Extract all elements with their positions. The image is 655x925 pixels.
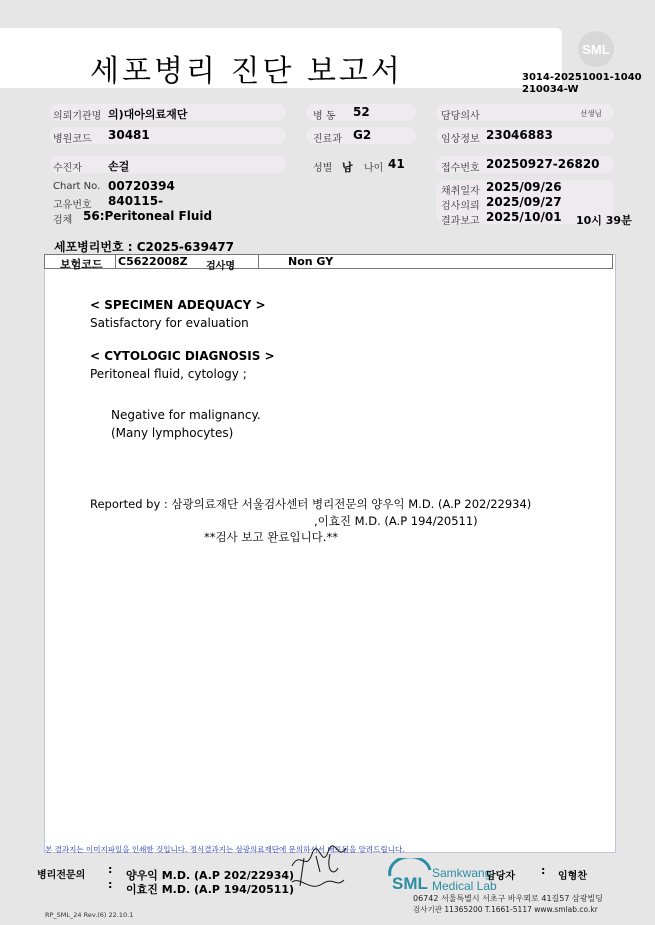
test-name-value: Non GY <box>288 255 334 268</box>
colon-1: : <box>108 863 113 876</box>
adequacy-text: Satisfactory for evaluation <box>90 316 249 330</box>
reported-by-line1: Reported by : 삼광의료재단 서울검사센터 병리전문의 양우익 M.D. (A.P 202/22934) <box>90 497 532 511</box>
result-report-time: 10시 39분 <box>576 214 632 227</box>
lab-address: 06742 서울특별시 서초구 바우뫼로 41길57 삼광빌딩 <box>413 894 603 903</box>
signature-icon <box>286 842 352 898</box>
result-report-value: 2025/10/01 <box>486 210 562 224</box>
request-date-label: 검사의뢰 <box>441 201 480 212</box>
report-id-line2: 210034-W <box>522 84 579 95</box>
report-body <box>44 254 616 853</box>
form-code: RP_SML_24 Rev.(6) 22.10.1 <box>45 911 134 919</box>
manager-colon: : <box>541 864 546 877</box>
sml-logo-icon <box>575 30 617 68</box>
manager-label: 담당자 <box>486 871 515 882</box>
specimen-label: 검체 <box>53 215 73 226</box>
ward-label: 병 동 <box>313 111 336 122</box>
colon-2: : <box>108 878 113 891</box>
adequacy-heading: < SPECIMEN ADEQUACY > <box>90 298 266 312</box>
samkwang-logo-icon <box>384 858 436 894</box>
clinical-info-value: 23046883 <box>486 128 553 142</box>
report-id-line1: 3014-20251001-1040 <box>522 72 642 83</box>
pathologist-2: 이효진 M.D. (A.P 194/20511) <box>126 883 295 896</box>
completion-note: **검사 보고 완료입니다.** <box>204 530 338 544</box>
lab-contact: 검사기관 11365200 T.1661-5117 www.smlab.co.kr <box>413 905 598 914</box>
institution-value: 의)대아의료재단 <box>108 108 188 121</box>
age-value: 41 <box>388 157 405 171</box>
report-title: 세포병리 진단 보고서 <box>90 54 403 89</box>
department-value: G2 <box>353 128 372 142</box>
specimen-value: 56:Peritoneal Fluid <box>83 209 213 223</box>
result-report-label: 결과보고 <box>441 216 480 227</box>
department-label: 진료과 <box>313 134 342 145</box>
patient-value: 손걸 <box>108 160 130 173</box>
chart-no-label: Chart No. <box>53 181 101 192</box>
unique-no-label: 고유번호 <box>53 200 92 211</box>
age-label: 나이 <box>364 163 384 174</box>
request-date-value: 2025/09/27 <box>486 195 562 209</box>
field-bg <box>50 156 286 173</box>
sml-logo-text: SML <box>582 42 610 57</box>
insurance-code-value: C5622008Z <box>118 255 188 268</box>
lab-name-line2: Medical Lab <box>432 879 497 893</box>
hospital-code-value: 30481 <box>108 128 150 142</box>
collection-date-value: 2025/09/26 <box>486 180 562 194</box>
sex-label: 성별 <box>313 163 333 174</box>
footer-notice: 본 결과지는 이미지파일을 인쇄한 것입니다. 정식결과지는 삼광의료재단에 문의하셔서 배포됨을 알려드립니다. <box>45 845 405 854</box>
lab-logo-text: SML <box>392 874 428 893</box>
diagnosis-line1: Peritoneal fluid, cytology ; <box>90 367 247 381</box>
pathologist-1: 양우익 M.D. (A.P 202/22934) <box>126 869 295 882</box>
lab-name-line1: Samkwang <box>432 866 492 880</box>
institution-label: 의뢰기관명 <box>53 111 102 122</box>
diagnosis-line3: (Many lymphocytes) <box>111 426 234 440</box>
chart-no-value: 00720394 <box>108 179 175 193</box>
test-name-label: 검사명 <box>206 261 235 272</box>
pathologist-label: 병리전문의 <box>37 870 86 881</box>
reported-by-line2: ,이효진 M.D. (A.P 194/20511) <box>314 514 478 528</box>
cytology-number <box>54 238 234 255</box>
report-id <box>522 72 642 96</box>
patient-label: 수진자 <box>53 163 82 174</box>
reception-no-label: 접수번호 <box>441 163 480 174</box>
sex-value: 남 <box>342 161 353 174</box>
collection-date-label: 채취일자 <box>441 186 480 197</box>
insurance-code-label: 보험코드 <box>60 258 103 271</box>
clinical-info-label: 임상정보 <box>441 134 480 145</box>
unique-no-value: 840115- <box>108 194 164 208</box>
doctor-label: 담당의사 <box>441 111 480 122</box>
diagnosis-line2: Negative for malignancy. <box>111 408 261 422</box>
hospital-code-label: 병원코드 <box>53 134 92 145</box>
manager-value: 임형찬 <box>558 871 587 882</box>
cytology-number-value: C2025-639477 <box>136 240 235 254</box>
ward-value: 52 <box>353 105 370 119</box>
doctor-suffix: 선생님 <box>580 109 602 118</box>
diagnosis-heading: < CYTOLOGIC DIAGNOSIS > <box>90 349 275 363</box>
reception-no-value: 20250927-26820 <box>486 157 600 171</box>
cytology-number-label: 세포병리번호 : <box>54 240 133 254</box>
